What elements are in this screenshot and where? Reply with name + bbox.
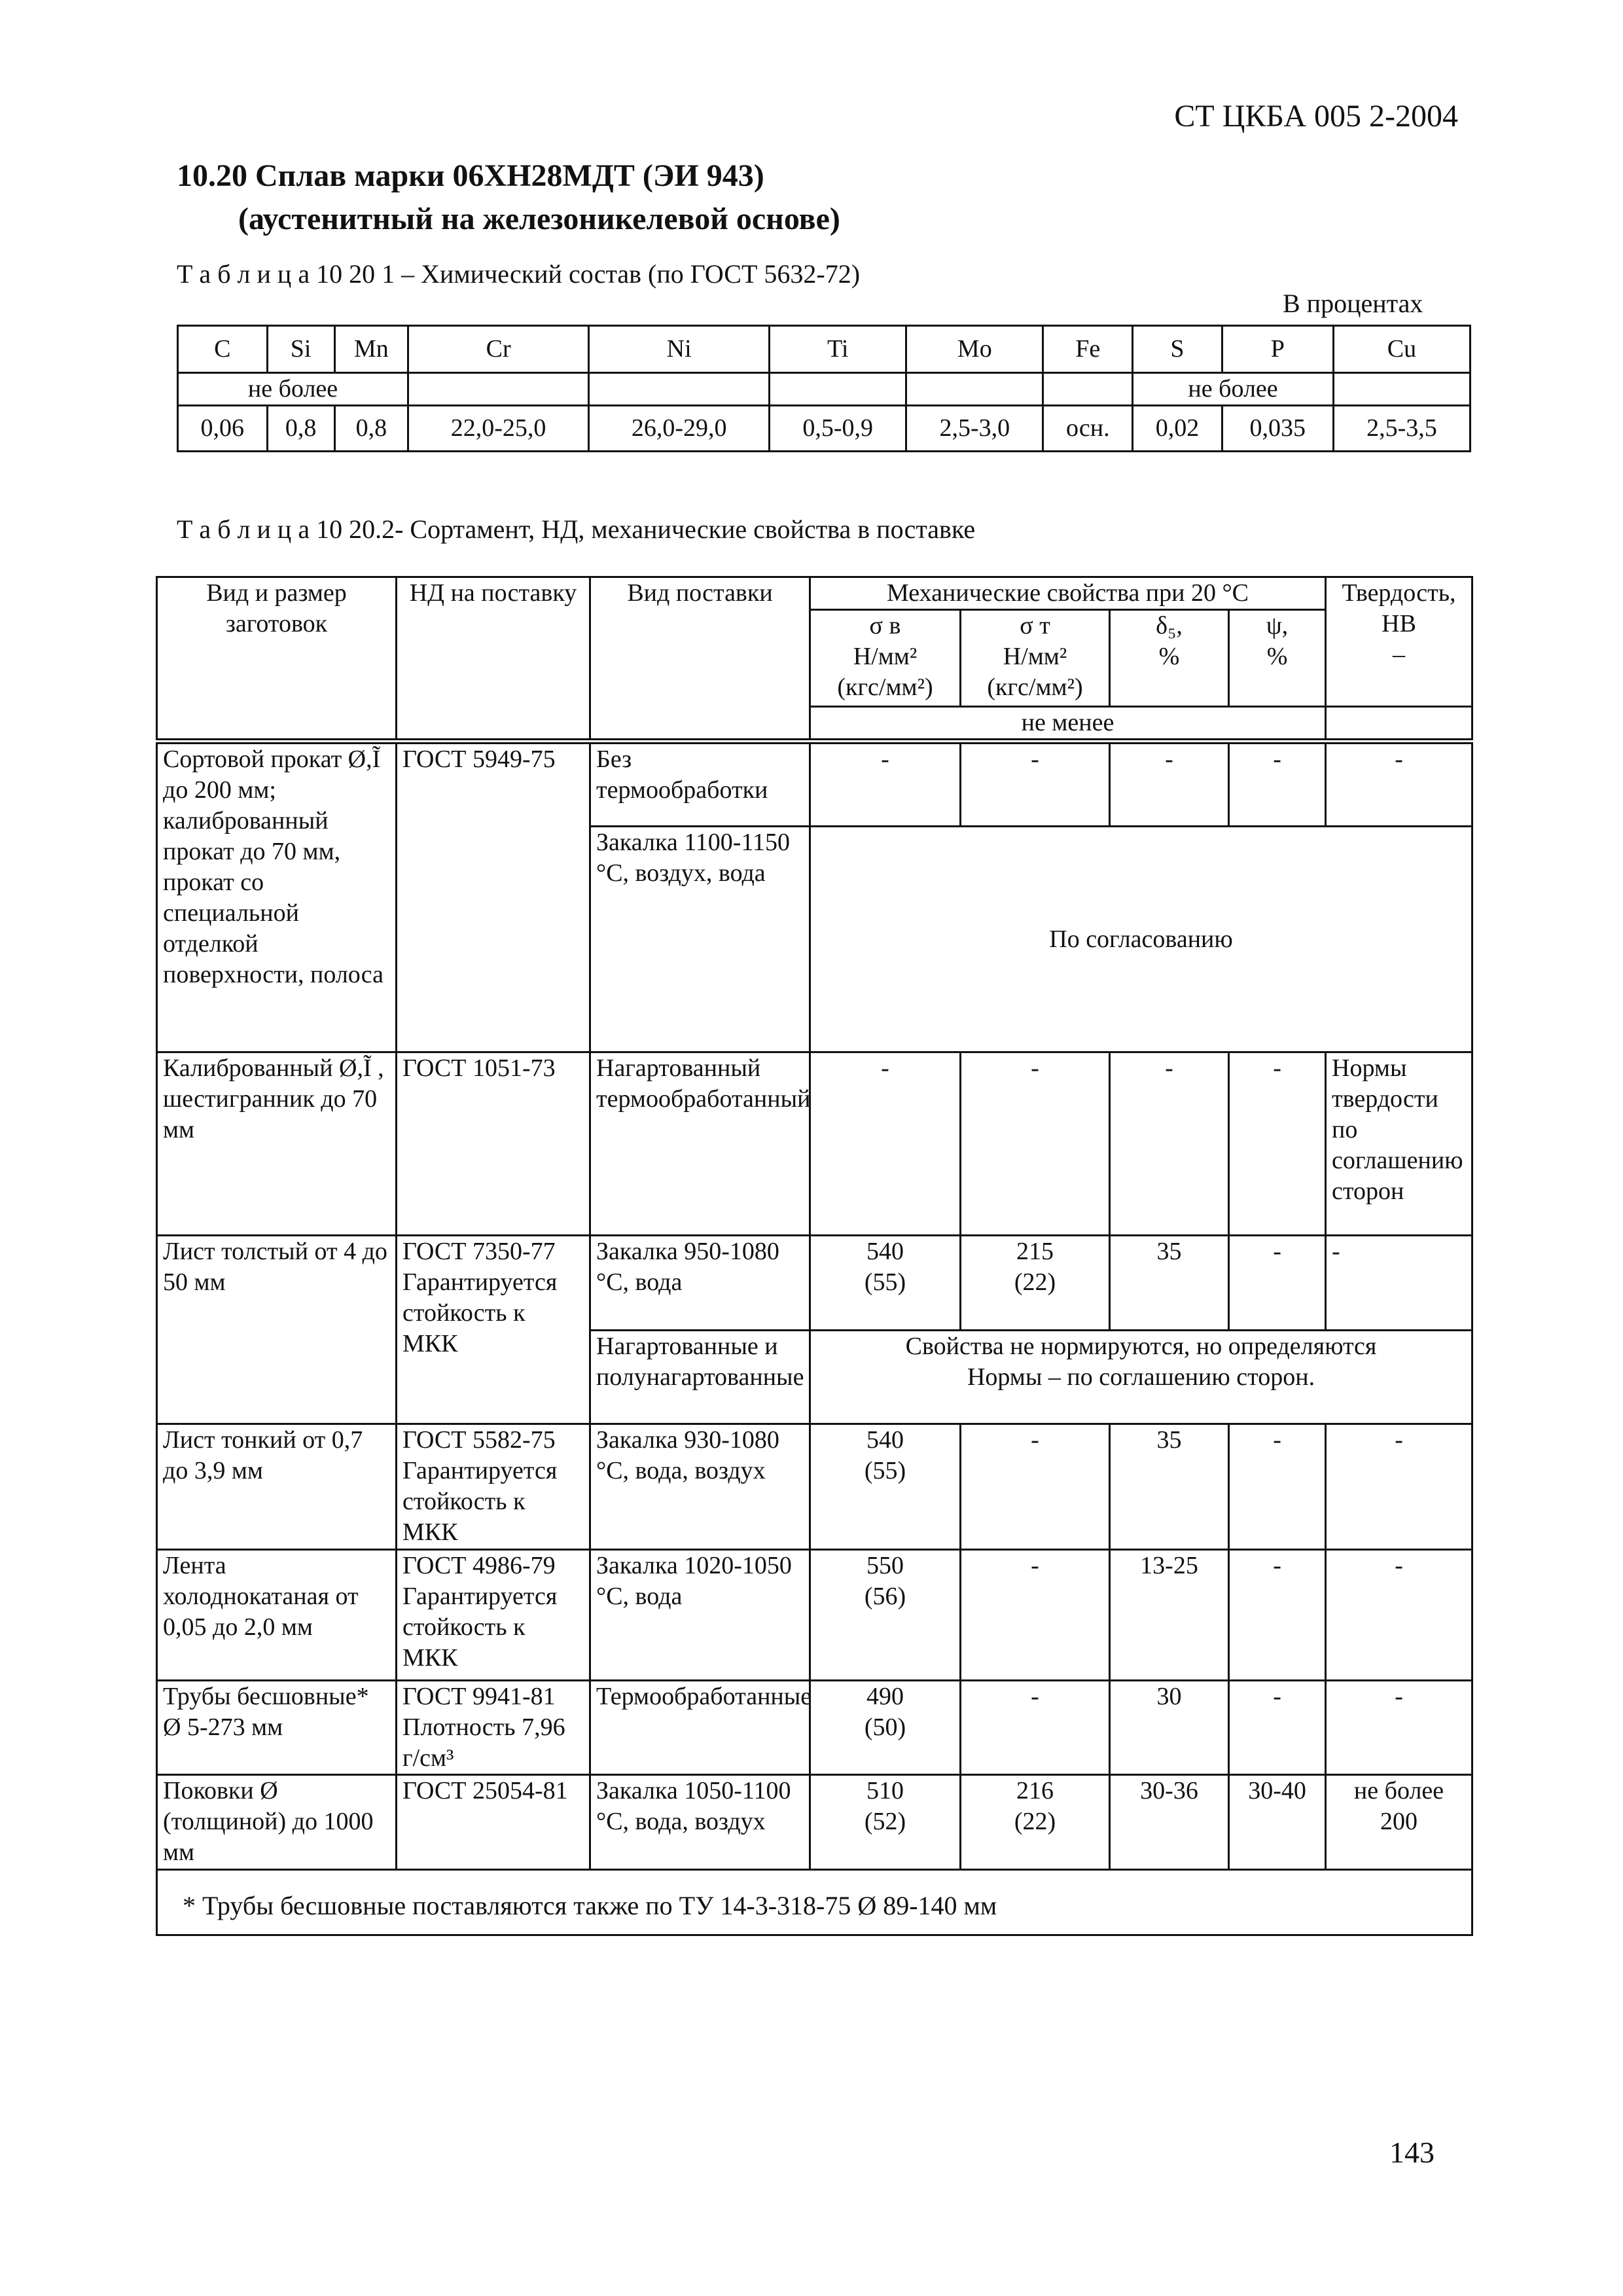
value-cell: 35 xyxy=(1110,1236,1229,1331)
table-cell: 2,5-3,5 xyxy=(1333,406,1470,452)
header-mechanical: Механические свойства при 20 °С xyxy=(810,577,1326,610)
column-header: Ti xyxy=(770,326,906,373)
table1-caption: Т а б л и ц а 10 20 1 – Химический состав (по ГОСТ 5632-72) xyxy=(177,259,861,289)
column-header: Mn xyxy=(334,326,408,373)
value-cell: 35 xyxy=(1110,1424,1229,1550)
by-agreement-cell: По согласованию xyxy=(810,827,1472,1052)
table-row xyxy=(157,1052,1472,1236)
header-hardness xyxy=(1326,577,1472,707)
value-cell: - xyxy=(961,1550,1110,1681)
form-cell: Сортовой прокат Ø,Ĩ до 200 мм; калиброванный прокат до 70 мм, прокат со специальной отделкой поверхности, полоса xyxy=(157,742,397,1052)
value-cell: 215 (22) xyxy=(961,1236,1110,1331)
value-cell: - xyxy=(1326,1236,1472,1331)
table-cell: 0,02 xyxy=(1133,406,1222,452)
table2-header-row xyxy=(157,577,1472,610)
value-cell: - xyxy=(1110,742,1229,827)
form-cell: Лист толстый от 4 до 50 мм xyxy=(157,1236,397,1424)
form-cell: Лента холоднокатаная от 0,05 до 2,0 мм xyxy=(157,1550,397,1681)
sigma-b-label: σ в xyxy=(869,612,901,639)
value-cell: - xyxy=(1229,1681,1326,1775)
table1-units: В процентах xyxy=(1283,289,1423,318)
value-cell: - xyxy=(1326,742,1472,827)
supply-cell: Закалка 930-1080 °С, вода, воздух xyxy=(590,1424,810,1550)
section-title-line1: 10.20 Сплав марки 06ХН28МДТ (ЭИ 943) xyxy=(177,158,764,193)
nd-cell: ГОСТ 9941-81 Плотность 7,96 г/см³ xyxy=(397,1681,590,1775)
column-header: Fe xyxy=(1043,326,1133,373)
header-delta xyxy=(1110,610,1229,707)
value-cell: - xyxy=(1326,1424,1472,1550)
value-cell: - xyxy=(961,1052,1110,1236)
value-cell: 216 (22) xyxy=(961,1775,1110,1870)
supply-cell: Термообработанные xyxy=(590,1681,810,1775)
sigma-t-units: Н/мм² xyxy=(1003,643,1067,670)
header-form: Вид и размер заготовок xyxy=(157,577,397,742)
column-header: Cu xyxy=(1333,326,1470,373)
header-nd: НД на поставку xyxy=(397,577,590,742)
table1-group-row xyxy=(178,373,1471,406)
value-cell: - xyxy=(810,742,961,827)
nd-cell: ГОСТ 5949-75 xyxy=(397,742,590,1052)
header-supply: Вид поставки xyxy=(590,577,810,742)
header-sigma-b xyxy=(810,610,961,707)
table-cell: 0,8 xyxy=(334,406,408,452)
table1-values-row xyxy=(178,406,1471,452)
section-title-line2: (аустенитный на железоникелевой основе) xyxy=(238,202,840,236)
value-cell: - xyxy=(810,1052,961,1236)
footnote-row xyxy=(157,1870,1472,1935)
value-cell: - xyxy=(1110,1052,1229,1236)
supply-cell: Нагартованные и полунагартованные xyxy=(590,1331,810,1424)
table-cell: 0,5-0,9 xyxy=(770,406,906,452)
value-cell: - xyxy=(1229,1236,1326,1331)
value-cell: - xyxy=(1229,1550,1326,1681)
value-cell: не более 200 xyxy=(1326,1775,1472,1870)
table-cell: осн. xyxy=(1043,406,1133,452)
header-sigma-t xyxy=(961,610,1110,707)
supply-cell: Нагартованный термообработанный xyxy=(590,1052,810,1236)
table-cell: 0,035 xyxy=(1222,406,1333,452)
header-psi xyxy=(1229,610,1326,707)
nd-cell: ГОСТ 25054-81 xyxy=(397,1775,590,1870)
group-label-max: не более xyxy=(1133,373,1334,406)
value-cell: - xyxy=(1326,1681,1472,1775)
column-header: Mo xyxy=(906,326,1043,373)
form-cell: Калиброванный Ø,Ĩ , шестигранник до 70 мм xyxy=(157,1052,397,1236)
footnote: * Трубы бесшовные поставляются также по ТУ 14-3-318-75 Ø 89-140 мм xyxy=(157,1870,1472,1935)
column-header: Cr xyxy=(408,326,589,373)
value-cell: - xyxy=(1229,742,1326,827)
hardness-label: Твердость, НВ xyxy=(1342,579,1456,637)
value-cell: 490 (50) xyxy=(810,1681,961,1775)
psi-label: ψ, xyxy=(1266,612,1289,639)
value-cell: - xyxy=(1326,1550,1472,1681)
psi-units: % xyxy=(1266,643,1288,670)
table-cell: 26,0-29,0 xyxy=(589,406,770,452)
nd-cell: ГОСТ 5582-75 Гарантируется стойкость к МКК xyxy=(397,1424,590,1550)
value-cell: - xyxy=(1229,1052,1326,1236)
column-header: Ni xyxy=(589,326,770,373)
table-row xyxy=(157,1550,1472,1681)
column-header: S xyxy=(1133,326,1222,373)
nd-cell: ГОСТ 1051-73 xyxy=(397,1052,590,1236)
supply-cell: Закалка 1020-1050 °С, вода xyxy=(590,1550,810,1681)
not-normed-cell: Свойства не нормируются, но определяются Нормы – по соглашению сторон. xyxy=(810,1331,1472,1424)
section-title xyxy=(177,154,840,241)
sigma-t-label: σ т xyxy=(1020,612,1050,639)
value-cell: - xyxy=(961,1681,1110,1775)
assortment-properties-table xyxy=(156,576,1473,1936)
value-cell: 30-36 xyxy=(1110,1775,1229,1870)
chemical-composition-table xyxy=(177,325,1471,452)
supply-cell: Закалка 950-1080 °С, вода xyxy=(590,1236,810,1331)
form-cell: Лист тонкий от 0,7 до 3,9 мм xyxy=(157,1424,397,1550)
table-row xyxy=(157,1681,1472,1775)
table2-caption: Т а б л и ц а 10 20.2- Сортамент, НД, механические свойства в поставке xyxy=(177,514,976,544)
sigma-b-units-kgf: (кгс/мм²) xyxy=(837,673,933,701)
table-cell: 0,06 xyxy=(178,406,268,452)
table-cell: 0,8 xyxy=(267,406,334,452)
page-number: 143 xyxy=(1389,2136,1435,2169)
nd-cell: ГОСТ 4986-79 Гарантируется стойкость к МКК xyxy=(397,1550,590,1681)
supply-cell: Закалка 1050-1100 °С, вода, воздух xyxy=(590,1775,810,1870)
table-cell: 2,5-3,0 xyxy=(906,406,1043,452)
group-label-max: не более xyxy=(178,373,408,406)
form-cell: Трубы бесшовные* Ø 5-273 мм xyxy=(157,1681,397,1775)
form-cell: Поковки Ø (толщиной) до 1000 мм xyxy=(157,1775,397,1870)
not-less-label: не менее xyxy=(810,707,1326,742)
supply-cell: Закалка 1100-1150 °С, воздух, вода xyxy=(590,827,810,1052)
hardness-dash: – xyxy=(1393,641,1406,668)
value-cell: 540 (55) xyxy=(810,1236,961,1331)
table-row xyxy=(157,1424,1472,1550)
value-cell: 30-40 xyxy=(1229,1775,1326,1870)
hardness-cell: Нормы твердости по соглашению сторон xyxy=(1326,1052,1472,1236)
column-header: C xyxy=(178,326,268,373)
nd-cell: ГОСТ 7350-77 Гарантируется стойкость к МКК xyxy=(397,1236,590,1424)
table-cell: 22,0-25,0 xyxy=(408,406,589,452)
column-header: P xyxy=(1222,326,1333,373)
table-row xyxy=(157,742,1472,827)
value-cell: - xyxy=(961,1424,1110,1550)
value-cell: - xyxy=(1229,1424,1326,1550)
table-row xyxy=(157,1236,1472,1331)
value-cell: 550 (56) xyxy=(810,1550,961,1681)
value-cell: - xyxy=(961,742,1110,827)
sigma-t-units-kgf: (кгс/мм²) xyxy=(987,673,1083,701)
table1-header-row xyxy=(178,326,1471,373)
value-cell: 30 xyxy=(1110,1681,1229,1775)
table-row xyxy=(157,1775,1472,1870)
delta-units: % xyxy=(1158,643,1180,670)
value-cell: 540 (55) xyxy=(810,1424,961,1550)
sigma-b-units: Н/мм² xyxy=(853,643,918,670)
delta-label: δ₅, xyxy=(1156,612,1183,639)
column-header: Si xyxy=(267,326,334,373)
value-cell: 13-25 xyxy=(1110,1550,1229,1681)
supply-cell: Без термообработки xyxy=(590,742,810,827)
value-cell: 510 (52) xyxy=(810,1775,961,1870)
document-code: СТ ЦКБА 005 2-2004 xyxy=(1174,99,1458,134)
